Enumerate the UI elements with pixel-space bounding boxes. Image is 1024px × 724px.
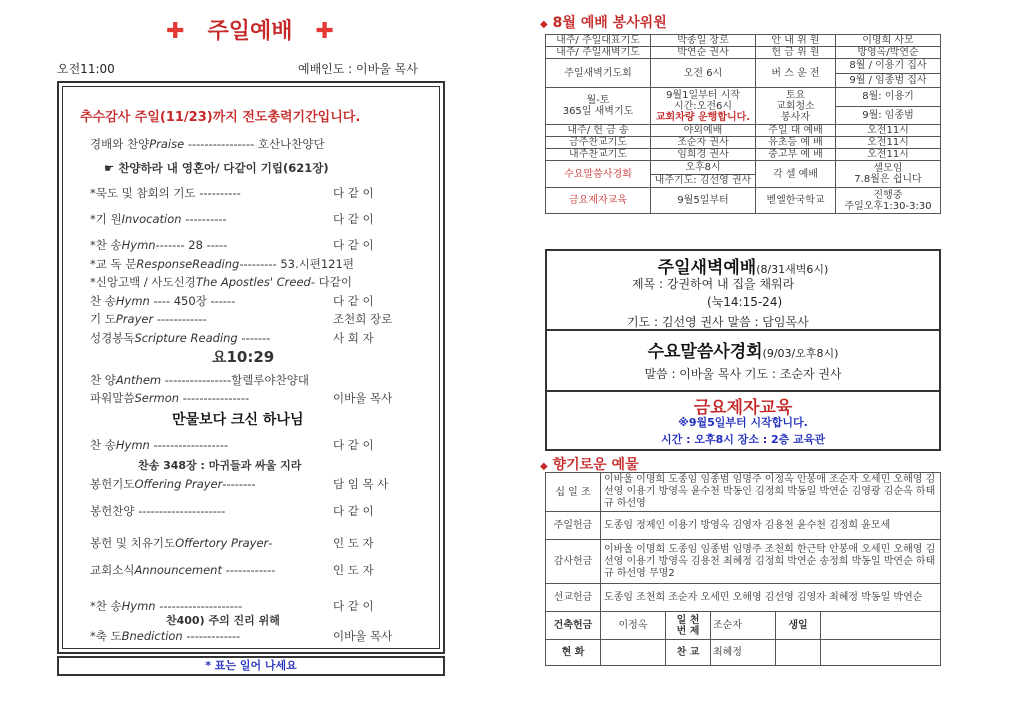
sermon-title: 만물보다 크신 하나님 [172,412,304,428]
dawn-theme: 제목 : 강권하여 내 집을 채워라 [632,277,795,291]
wednesday-people: 말씀 : 이바울 목사 기도 : 조순자 권사 [644,367,842,381]
hymn-note: 찬400) 주의 진리 위해 [166,614,280,627]
order-item: 경배와 찬양Praise ---------------- 호산나찬양단 [90,137,325,151]
table-row: 월-토 365일 새벽기도 9월1일부터 시작 시간:오전6시 교회차량 운행합니다. 토요 교회청소 봉사자 8월: 이용기 [546,88,941,107]
table-row: 9월 / 임종범 집사 [546,73,941,88]
order-item: 찬 송Hymn ---- 450장 ------ [90,294,236,308]
order-item: *축 도Bnediction ------------- [90,629,241,643]
order-item: *찬 송Hymn -------------------- [90,599,243,613]
order-item-right: 이바울 목사 [333,629,393,643]
order-item-right: 다 같 이 [333,599,374,613]
duty-section-title: ◆ 8월 예배 봉사위원 [540,15,667,31]
table-row: 금주찬교기도 조순자 권사 유초등 예 배 오전11시 [546,137,941,149]
scripture-reference: 요10:29 [212,348,275,366]
order-item-right: 담 임 목 사 [333,477,389,491]
page-title [150,14,350,45]
dawn-reference: (눅14:15-24) [707,295,783,309]
standing-note: * 표는 일어 나세요 [205,659,297,672]
table-row: 선교헌금 도종임 조천희 조순자 오세민 오해영 김선영 김영자 최혜정 박동일 박연순 [546,584,941,612]
friday-time-place: 시간 : 오후8시 장소 : 2층 교육관 [661,433,825,446]
table-row: 건축헌금 이정옥 일 천 번 제 조순자 생일 [546,612,941,640]
order-item: *묵도 및 참회의 기도 ---------- [90,186,241,200]
dawn-service-heading: 주일새벽예배(8/31새벽6시) [657,258,829,278]
footer-box [57,656,445,676]
order-item: *찬 송Hymn------- 28 ----- [90,238,228,252]
service-info-box [545,249,941,451]
bullet-icon: ◆ [540,19,548,30]
cross-icon: ✚ [166,19,185,44]
order-item-right: 다 같 이 [333,186,374,200]
divider [547,390,939,392]
order-item: *신앙고백 / 사도신경The Apostles' Creed- 다같이 [90,275,352,289]
order-item: *교 독 문ResponseReading--------- 53.시편121편 [90,257,354,271]
service-leader: 예배인도 : 이바울 목사 [298,62,418,76]
order-item-right: 다 같 이 [333,238,374,252]
table-row: 내주/ 주일대표기도 박종일 장로 안 내 위 원 이명희 사모 [546,35,941,47]
table-row: 내주/ 주일새벽기도 박연순 권사 헌 금 위 원 방영옥/박연순 [546,47,941,59]
order-item-right: 다 같 이 [333,504,374,518]
table-row: 내주찬교기도 임희경 권사 중고부 예 배 오전11시 [546,149,941,161]
order-item: 봉헌기도Offering Prayer-------- [90,477,256,491]
order-item-right: 다 같 이 [333,212,374,226]
duty-table [545,34,941,214]
evangelism-banner: 추수감사 주일(11/23)까지 전도총력기간입니다. [80,110,361,125]
order-item-right: 다 같 이 [333,438,374,452]
hymn-note: 찬송 348장 : 마귀들과 싸울 지라 [138,459,302,472]
table-row: 9월: 임종범 [546,106,941,125]
table-row: 금요제자교육 9월5일부터 벧엘한국학교 진행중 주일오후1:30-3:30 [546,188,941,214]
order-item-right: 조천희 장로 [333,312,393,326]
cross-icon: ✚ [315,19,334,44]
service-time: 오전11:00 [57,62,115,76]
order-item: 성경봉독Scripture Reading ------- [90,331,271,345]
order-item-right: 다 같 이 [333,294,374,308]
order-item-right: 사 회 자 [333,331,374,345]
order-item: 기 도Prayer ------------ [90,312,207,326]
wednesday-service-heading: 수요말씀사경회(9/03/오후8시) [647,342,839,362]
table-row: 십 일 조 이바울 이명희 도종임 임종범 임명주 이정옥 안봉애 조순자 오세민 오해영 김선영 이용기 방영옥 윤수천 박동인 김정희 박동일 박연순 김영광 김순옥 하태규 하선영 [546,473,941,512]
table-row: 주일새벽기도회 오전 6시 버 스 운 전 8월 / 이용기 집사 [546,59,941,74]
order-item: 찬 송Hymn ------------------ [90,438,229,452]
offering-table [545,472,941,666]
table-row: 수요말씀사경회 오후8시 각 셀 예배 셀모임 7.8월은 쉽니다 [546,161,941,175]
order-item-right: 인 도 자 [333,563,374,577]
order-item: 파워말씀Sermon ---------------- [90,391,250,405]
table-row: 내주기도: 김선영 권사 [546,174,941,188]
divider [547,329,939,331]
order-item-right: 인 도 자 [333,536,374,550]
table-row: 감사헌금 이바울 이명희 도종임 임종범 임명주 조천희 한근탁 안봉애 오세민 오해영 김선영 이용기 방영옥 김용천 최혜정 김정희 박연순 송정희 박동일 박연순 하태규 하선영 무명2 [546,540,941,584]
order-item: 찬 양Anthem ----------------할렐루야찬양대 [90,373,309,387]
order-item-right: 이바울 목사 [333,391,393,405]
dawn-people: 기도 : 김선영 권사 말씀 : 담임목사 [627,315,809,329]
friday-education-title: 금요제자교육 [693,398,793,418]
order-item: *기 원Invocation ---------- [90,212,227,226]
order-item: 교회소식Announcement ------------ [90,563,276,577]
table-row: 주일헌금 도종임 정제인 이용기 방영옥 김영자 김용천 윤수천 김정희 윤모세 [546,512,941,540]
bullet-icon: ◆ [540,461,548,472]
title-text: 주일예배 [207,19,293,44]
table-row: 내주/ 헌 금 송 야외예배 주일 대 예배 오전11시 [546,125,941,137]
order-item: 봉헌찬양 --------------------- [90,504,226,518]
offering-section-title: ◆ 향기로운 예물 [540,457,639,473]
table-row: 현 화 찬 교 최혜정 [546,640,941,666]
order-item: ☛ 찬양하라 내 영혼아/ 다같이 기립(621장) [104,161,329,175]
order-item: 봉헌 및 치유기도Offertory Prayer- [90,536,273,550]
friday-start-note: ※9월5일부터 시작합니다. [678,416,808,429]
